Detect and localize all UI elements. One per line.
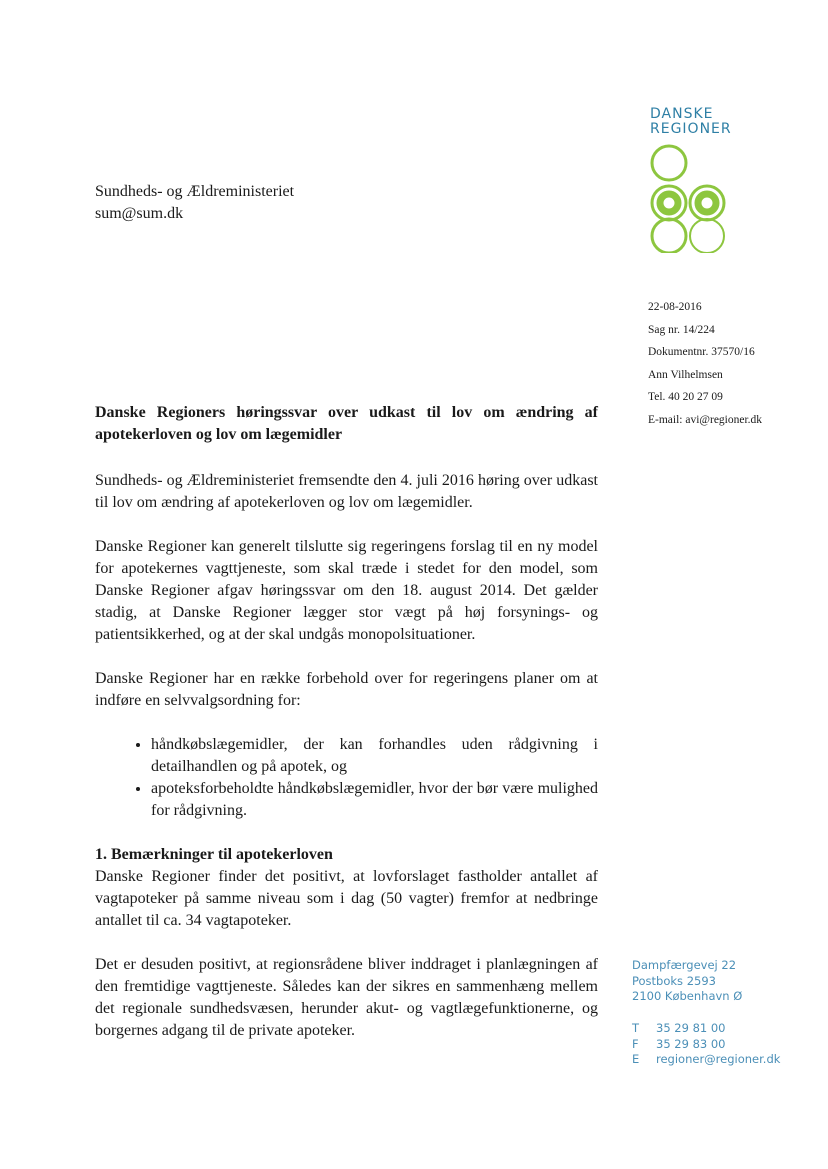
logo-line2: REGIONER: [650, 121, 732, 137]
contact-email-value: regioner@regioner.dk: [656, 1052, 781, 1066]
section-1-paragraph-1: Danske Regioner finder det positivt, at lovforslaget fastholder antallet af vagtapoteker på samme niveau som i dag (50 vagter) fremfor at nedbringe antallet til ca. 34 vagtapoteker.: [95, 868, 598, 929]
bullet-item-2: • apoteksforbeholdte håndkøbslægemidler, hvor der bør være mulighed for rådgivning.: [151, 778, 598, 822]
paragraph-2: Danske Regioner kan generelt tilslutte sig regeringens forslag til en ny model for apotekernes vagttjeneste, som skal træde i stedet for den model, som Danske Regioner afgav høringssvar om den 18. august 2014. Det gælder stadig, at Danske Regioner lægger stor vægt på høj forsynings- og patientsikkerhed, og at der skal undgås monopolsituationer.: [95, 538, 598, 643]
address-city: 2100 København Ø: [632, 989, 743, 1003]
meta-person: Ann Vilhelmsen: [648, 368, 723, 381]
address-box: Postboks 2593: [632, 973, 716, 988]
letter-title: Danske Regioners høringssvar over udkast til lov om ændring af apotekerloven og lov om lægemidler: [95, 404, 598, 443]
section-1-heading: 1. Bemærkninger til apotekerloven: [95, 846, 333, 863]
meta-case: Sag nr. 14/224: [648, 323, 715, 336]
address-street: Dampfærgevej 22: [632, 958, 737, 972]
bullet-list: [95, 734, 598, 822]
logo-rings-icon: [650, 143, 734, 253]
meta-date: 22-08-2016: [648, 301, 702, 313]
contact-email-label: E: [632, 1052, 640, 1066]
sender-contact: [632, 1021, 780, 1068]
recipient-block: [95, 181, 294, 225]
danske-regioner-logo: [650, 107, 740, 253]
recipient-email: sum@sum.dk: [95, 205, 184, 222]
meta-document: Dokumentnr. 37570/16: [648, 346, 755, 359]
meta-email: E-mail: avi@regioner.dk: [648, 413, 763, 426]
paragraph-3: Danske Regioner har en række forbehold over for regeringens planer om at indføre en selvvalgsordning for:: [95, 670, 598, 709]
contact-email: [632, 1052, 780, 1068]
contact-phone-value: 35 29 81 00: [656, 1021, 726, 1035]
contact-fax: [632, 1037, 780, 1053]
contact-fax-value: 35 29 83 00: [656, 1036, 726, 1051]
contact-phone-label: T: [632, 1021, 640, 1035]
letter-body: [95, 402, 598, 1064]
section-1-paragraph-2: Det er desuden positivt, at regionsrådene bliver inddraget i planlægningen af den fremtidige vagttjeneste. Således kan der sikres en sammenhæng mellem det regionale sundhedsvæsen, herunder akut- og vagtlægefunktionerne, og borgernes adgang til de private apoteker.: [95, 956, 598, 1039]
sender-address: [632, 958, 742, 1005]
meta-tel: Tel. 40 20 27 09: [648, 391, 723, 404]
contact-phone: [632, 1021, 780, 1037]
bullet-item-1: • håndkøbslægemidler, der kan forhandles uden rådgivning i detailhandlen og på apotek, og: [151, 734, 598, 778]
contact-fax-label: F: [632, 1036, 639, 1051]
recipient-name: Sundheds- og Ældreministeriet: [95, 183, 295, 200]
document-meta: [648, 296, 762, 432]
logo-line1: DANSKE: [650, 106, 714, 122]
paragraph-1: Sundheds- og Ældreministeriet fremsendte den 4. juli 2016 høring over udkast til lov om ændring af apotekerloven og lov om lægemidler.: [95, 472, 598, 511]
